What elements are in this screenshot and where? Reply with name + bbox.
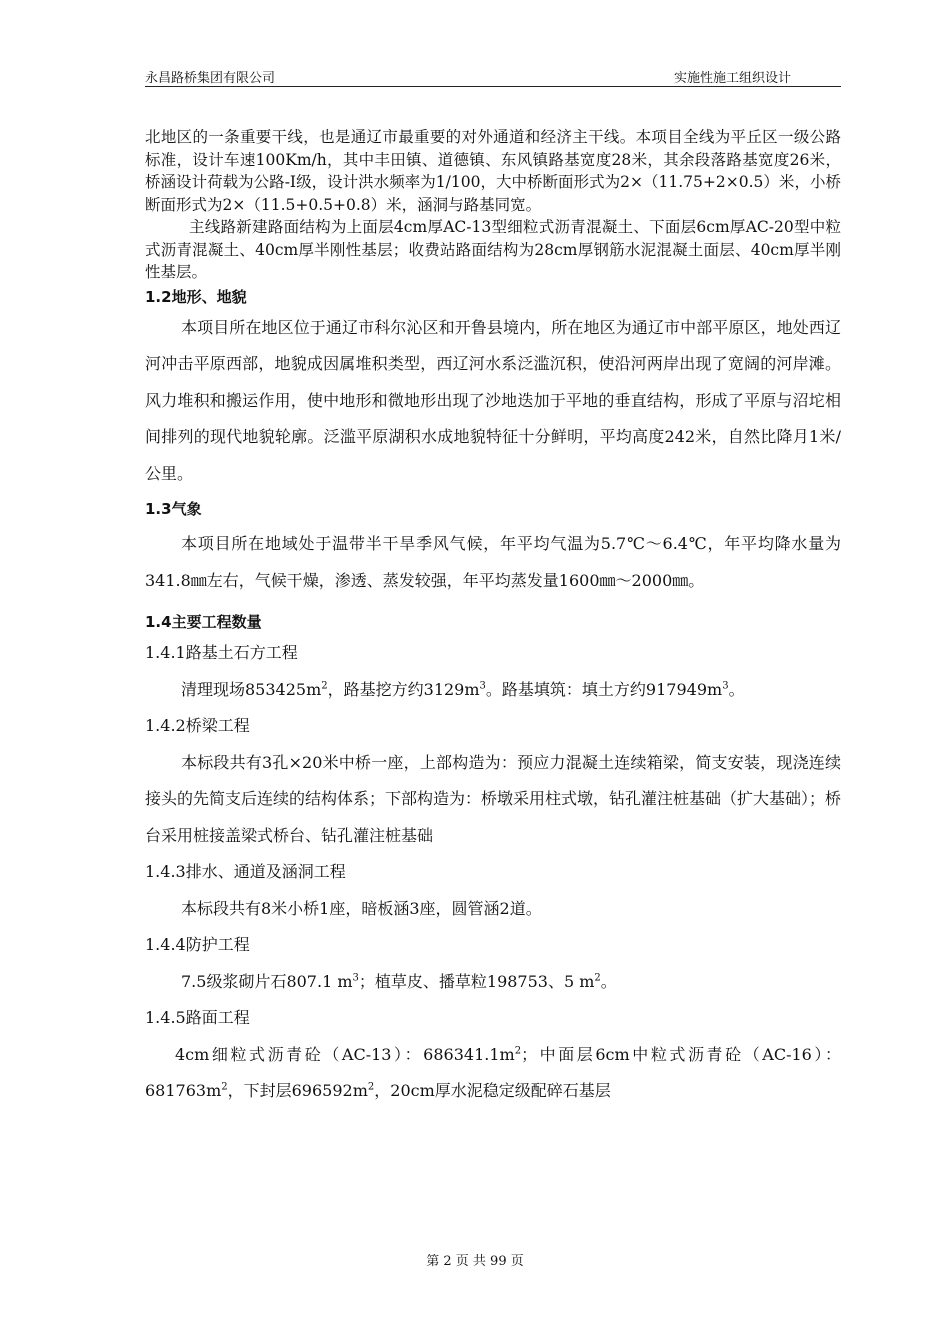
section-1-3-title: 1.3气象	[145, 500, 202, 518]
subsection-1-4-4-title: 1.4.4防护工程	[145, 935, 250, 954]
intro-paragraph-2: 主线路新建路面结构为上面层4cm厚AC-13型细粒式沥青混凝土、下面层6cm厚AC-20型中粒式沥青混凝土、40cm厚半刚性基层；收费站路面结构为28cm厚钢筋水泥混凝土面层、40cm厚半刚性基层。	[145, 218, 841, 281]
header-doc-title: 实施性施工组织设计	[673, 71, 791, 86]
subsection-1-4-1-text: 清理现场$853425m^2$，路基挖方约$3129m^3$。路基填筑：填土方约$917949m^3$。	[181, 679, 745, 699]
subsection-1-4-5-text: 4cm细粒式沥青砼（AC-13）：$686341.1m^2$；中面层6cm中粒式沥青砼（AC-16）：$681763m^2$，下封层$696592m^2$，20cm厚水泥稳定级配碎石基层	[145, 1044, 841, 1100]
subsection-1-4-2-title: 1.4.2桥梁工程	[145, 716, 250, 735]
page-header	[145, 66, 841, 87]
section-1-2-text: 本项目所在地区位于通辽市科尔沁区和开鲁县境内，所在地区为通辽市中部平原区，地处西辽河冲击平原西部，地貌成因属堆积类型，西辽河水系泛滥沉积，使沿河两岸出现了宽阔的河岸滩。风力堆积和搬运作用，使中地形和微地形出现了沙地迭加于平地的垂直结构，形成了平原与沼坨相间排列的现代地貌轮廓。泛滥平原湖积水成地貌特征十分鲜明，平均高度242米，自然比降月1米/公里。	[145, 317, 841, 483]
subsection-1-4-4-text: 7.5级浆砌片石807.1 $m^3$；植草皮、播草粒198753、5 $m^2$。	[181, 971, 617, 991]
subsection-1-4-3-title: 1.4.3排水、通道及涵洞工程	[145, 862, 346, 881]
page-content	[145, 126, 841, 1110]
subsection-1-4-5-title: 1.4.5路面工程	[145, 1008, 250, 1027]
intro-paragraph-1: 北地区的一条重要干线，也是通辽市最重要的对外通道和经济主干线。本项目全线为平丘区一级公路标准，设计车速100Km/h，其中丰田镇、道德镇、东风镇路基宽度28米，其余段落路基宽度26米，桥涵设计荷载为公路-I级，设计洪水频率为1/100，大中桥断面形式为2×（11.75+2×0.5）米，小桥断面形式为2×（11.5+0.5+0.8）米，涵洞与路基同宽。	[145, 128, 841, 214]
subsection-1-4-1-title: 1.4.1路基土石方工程	[145, 643, 298, 662]
section-1-4-title: 1.4主要工程数量	[145, 613, 262, 631]
header-company: 永昌路桥集团有限公司	[145, 71, 276, 86]
subsection-1-4-2-text: 本标段共有3孔×20米中桥一座，上部构造为：预应力混凝土连续箱梁，简支安装，现浇连续接头的先简支后连续的结构体系；下部构造为：桥墩采用柱式墩，钻孔灌注桩基础（扩大基础）；桥台采用桩接盖梁式桥台、钻孔灌注桩基础	[145, 752, 842, 845]
section-1-2-title: 1.2地形、地貌	[145, 287, 247, 306]
subsection-1-4-3-text: 本标段共有8米小桥1座，暗板涵3座，圆管涵2道。	[181, 898, 542, 918]
page-footer: 第 2 页 共 99 页	[426, 1254, 524, 1269]
section-1-3-text: 本项目所在地域处于温带半干旱季风气候，年平均气温为5.7℃～6.4℃，年平均降水量为341.8㎜左右，气候干燥，渗透、蒸发较强，年平均蒸发量1600㎜～2000㎜。	[145, 534, 841, 590]
